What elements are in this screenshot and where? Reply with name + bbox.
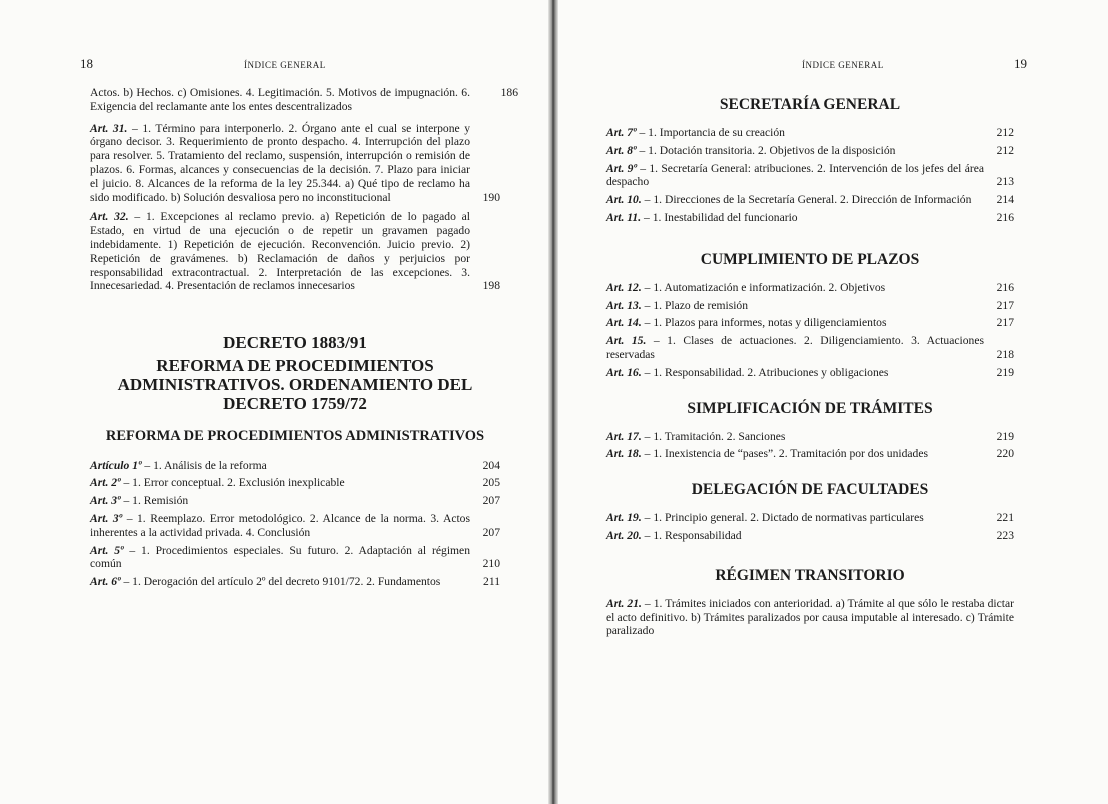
toc-entry bbox=[90, 494, 500, 508]
toc-entry bbox=[606, 193, 1014, 207]
section-heading: REFORMA DE PROCEDIMIENTOS ADMINISTRATIVOS bbox=[105, 428, 485, 445]
entry-text: – 1. Automatización e informatización. 2. Objetivos bbox=[644, 280, 886, 294]
entry-label: Art. 11. bbox=[606, 210, 642, 224]
entry-text: Actos. b) Hechos. c) Omisiones. 4. Legitimación. 5. Motivos de impugnación. 6. Exigencia del reclamante ante los entes descentralizados bbox=[90, 86, 470, 113]
toc-entry bbox=[90, 210, 500, 293]
toc-entry bbox=[606, 366, 1014, 380]
entry-label: Art. 14. bbox=[606, 316, 642, 330]
left-column bbox=[90, 85, 518, 593]
section-title: SECRETARÍA GENERAL bbox=[719, 96, 901, 113]
entry-text: – 1. Responsabilidad bbox=[644, 528, 742, 542]
entry-page: 186 bbox=[500, 85, 518, 99]
entry-label: Art. 10. bbox=[606, 193, 642, 207]
toc-entry bbox=[606, 211, 1014, 225]
entry-page: 211 bbox=[483, 575, 500, 589]
entry-page: 219 bbox=[996, 365, 1014, 379]
entry-label: Art. 9º bbox=[606, 161, 637, 175]
entry-page: 205 bbox=[482, 476, 500, 490]
entry-label: Artículo 1º bbox=[90, 458, 142, 472]
entry-text: – 1. Término para interponerlo. 2. Órgano ante el cual se interpone y órgano decisor. 3. Requerimiento de pronto despacho. 4. Interrupción del plazo para resolver. 5. Tratamiento del reclamo, suspensión, interrupción o remisión de plazos. 6. Formas, alcances y consecuencias de la decisión. 7. Plazo para iniciar el juicio. 8. Alcances de la reforma de la ley 25.344. a) Qué tipo de reclamo ha sido modificado. b) Solución desvaliosa pero no inconstitucional bbox=[90, 121, 470, 204]
toc-entry bbox=[606, 281, 1014, 295]
entry-text: – 1. Derogación del artículo 2º del decreto 9101/72. 2. Fundamentos bbox=[123, 575, 441, 589]
toc-entry bbox=[606, 447, 1014, 461]
entry-label: Art. 3º bbox=[90, 494, 121, 508]
entry-page: 216 bbox=[996, 280, 1014, 294]
running-head: ÍNDICE GENERAL bbox=[802, 60, 884, 70]
entry-page: 212 bbox=[996, 143, 1014, 157]
toc-entry bbox=[90, 459, 500, 473]
toc-entry bbox=[606, 511, 1014, 525]
section-gap bbox=[606, 547, 1014, 567]
section-title: DELEGACIÓN DE FACULTADES bbox=[691, 481, 929, 499]
entry-text: – 1. Procedimientos especiales. Su futuro. 2. Adaptación al régimen común bbox=[90, 543, 471, 571]
entry-label: Art. 18. bbox=[606, 447, 642, 461]
entry-text: – 1. Secretaría General: atribuciones. 2. Intervención de los jefes del área despacho bbox=[606, 161, 984, 189]
entry-text: – 1. Plazo de remisión bbox=[644, 298, 749, 312]
section-gap bbox=[606, 384, 1014, 400]
toc-entry bbox=[606, 430, 1014, 444]
toc-entry bbox=[606, 316, 1014, 330]
entry-page: 218 bbox=[996, 347, 1014, 361]
entry-page: 207 bbox=[482, 525, 500, 539]
right-column bbox=[606, 96, 1014, 642]
right-page bbox=[558, 0, 1108, 804]
entry-page: 204 bbox=[482, 458, 500, 472]
section-title: SIMPLIFICACIÓN DE TRÁMITES bbox=[687, 399, 933, 417]
entry-text: – 1. Inestabilidad del funcionario bbox=[644, 210, 798, 224]
entry-page: 219 bbox=[996, 429, 1014, 443]
entry-page: 221 bbox=[996, 511, 1014, 525]
toc-entry bbox=[90, 575, 500, 589]
entry-label: Art. 12. bbox=[606, 280, 642, 294]
entry-text: – 1. Análisis de la reforma bbox=[144, 458, 267, 472]
entry-text: – 1. Plazos para informes, notas y diligenciamientos bbox=[644, 316, 887, 330]
entry-label: Art. 20. bbox=[606, 528, 642, 542]
continuation-entry bbox=[90, 85, 518, 114]
section-gap bbox=[606, 465, 1014, 481]
entry-text: – 1. Principio general. 2. Dictado de normativas particulares bbox=[644, 511, 924, 525]
entry-page: 217 bbox=[996, 298, 1014, 312]
entry-page: 207 bbox=[482, 494, 500, 508]
entry-text: – 1. Excepciones al reclamo previo. a) Repetición de lo pagado al Estado, en virtud de una ejecución o de repetir un gravamen pagado indebidamente. 1) Repetición de ejecución. Reconvención. Juicio previo. 2) Repetición de gravámenes. b) Reclamación de daños y perjuicios por responsabilidad extracontractual. 2. Interpretación de las excepciones. 3. Innecesariedad. 4. Presentación de reclamos innecesarios bbox=[90, 210, 471, 293]
entry-page: 210 bbox=[482, 557, 500, 571]
entry-text: – 1. Remisión bbox=[123, 494, 189, 508]
toc-entry bbox=[606, 334, 1014, 362]
entry-label: Art. 6º bbox=[90, 575, 121, 589]
entry-text: – 1. Clases de actuaciones. 2. Diligenciamiento. 3. Actuaciones reservadas bbox=[606, 334, 984, 361]
entry-page: 198 bbox=[482, 279, 500, 293]
toc-entry bbox=[606, 299, 1014, 313]
entry-label: Art. 17. bbox=[606, 429, 642, 443]
entry-page: 223 bbox=[996, 528, 1014, 542]
page-number: 18 bbox=[80, 56, 93, 71]
section-gap bbox=[606, 229, 1014, 251]
page-number: 19 bbox=[1014, 56, 1027, 71]
entry-page: 217 bbox=[996, 316, 1014, 330]
entry-label: Art. 13. bbox=[606, 298, 642, 312]
entry-page: 220 bbox=[996, 447, 1014, 461]
toc-entry bbox=[90, 512, 500, 540]
entry-label: Art. 19. bbox=[606, 511, 642, 525]
entry-page: 190 bbox=[482, 190, 500, 204]
entry-label: Art. 3º bbox=[90, 512, 123, 526]
entry-text: – 1. Responsabilidad. 2. Atribuciones y obligaciones bbox=[644, 365, 889, 379]
entry-page: 214 bbox=[996, 193, 1014, 207]
toc-entry bbox=[90, 544, 500, 572]
running-head: ÍNDICE GENERAL bbox=[244, 60, 326, 70]
entry-text: – 1. Importancia de su creación bbox=[639, 126, 785, 139]
section-title: CUMPLIMIENTO DE PLAZOS bbox=[700, 250, 920, 268]
entry-label: Art. 21. bbox=[606, 596, 642, 610]
toc-entry bbox=[606, 144, 1014, 158]
toc-entry bbox=[90, 476, 500, 490]
toc-entry bbox=[606, 126, 1014, 140]
toc-entry bbox=[90, 122, 500, 205]
section-title: RÉGIMEN TRANSITORIO bbox=[715, 566, 905, 584]
entry-page: 212 bbox=[996, 126, 1014, 139]
toc-entry bbox=[606, 597, 1014, 638]
entry-page: 216 bbox=[996, 210, 1014, 224]
entry-label: Art. 32. bbox=[90, 210, 129, 224]
entry-text: – 1. Direcciones de la Secretaría General. 2. Dirección de Información bbox=[644, 193, 972, 207]
entry-text: – 1. Error conceptual. 2. Exclusión inexplicable bbox=[123, 476, 345, 490]
entry-text: – 1. Reemplazo. Error metodológico. 2. Alcance de la norma. 3. Actos inherentes a la actividad privada. 4. Conclusión bbox=[90, 512, 470, 539]
entry-text: – 1. Dotación transitoria. 2. Objetivos de la disposición bbox=[639, 143, 896, 157]
entry-page: 213 bbox=[996, 175, 1014, 189]
decreto-subtitle: REFORMA DE PROCEDIMIENTOS ADMINISTRATIVOS. ORDENAMIENTO DEL DECRETO 1759/72 bbox=[117, 356, 473, 414]
book-spine bbox=[548, 0, 558, 804]
entry-label: Art. 16. bbox=[606, 365, 642, 379]
decreto-title: DECRETO 1883/91 bbox=[223, 333, 367, 353]
entry-label: Art. 15. bbox=[606, 334, 647, 348]
toc-entry bbox=[606, 529, 1014, 543]
entry-text: – 1. Trámites iniciados con anterioridad. a) Trámite al que sólo le restaba dictar el acto definitivo. b) Trámites paralizados por causa imputable al interesado. c) Trámite paralizado bbox=[606, 596, 1014, 638]
entry-label: Art. 7º bbox=[606, 126, 637, 139]
entry-label: Art. 8º bbox=[606, 143, 637, 157]
entry-label: Art. 31. bbox=[90, 121, 128, 135]
entry-text: – 1. Inexistencia de “pases”. 2. Tramitación por dos unidades bbox=[644, 447, 929, 461]
toc-entry bbox=[606, 162, 1014, 190]
decreto-heading bbox=[90, 333, 500, 413]
entry-label: Art. 5º bbox=[90, 543, 124, 557]
entry-label: Art. 2º bbox=[90, 476, 121, 490]
entry-text: – 1. Tramitación. 2. Sanciones bbox=[644, 429, 786, 443]
left-page bbox=[0, 0, 548, 804]
